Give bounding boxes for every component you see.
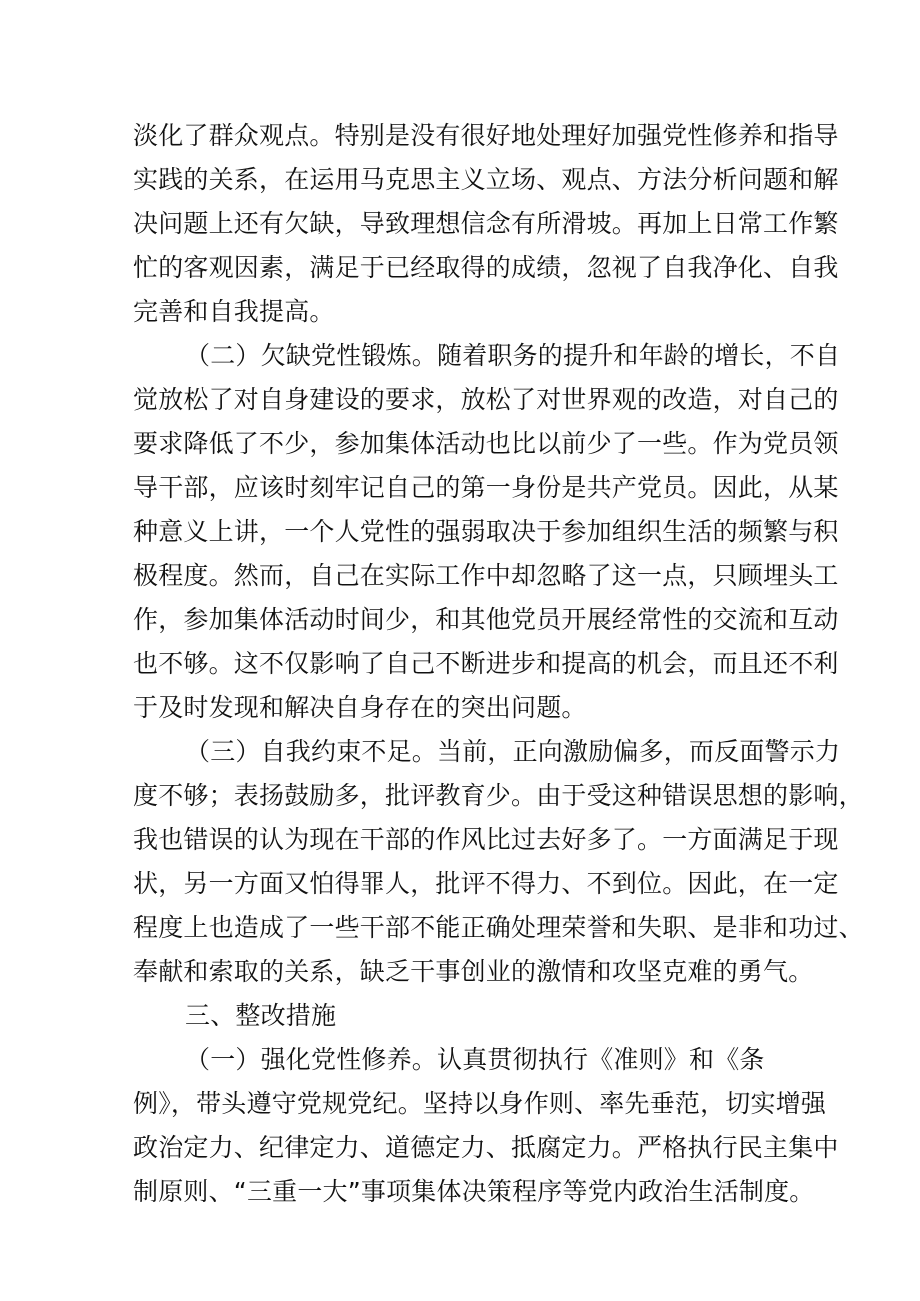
text-line: 觉放松了对自身建设的要求，放松了对世界观的改造，对自己的 bbox=[133, 385, 839, 414]
text-line: 极程度。然而，自己在实际工作中却忽略了这一点，只顾埋头工 bbox=[133, 561, 839, 590]
text-line: 忙的客观因素，满足于已经取得的成绩，忽视了自我净化、自我 bbox=[133, 253, 839, 282]
text-line: 程度上也造成了一些干部不能正确处理荣誉和失职、是非和功过、 bbox=[133, 913, 864, 942]
section-heading-3: （三）自我约束不足。当前，正向激励偏多，而反面警示力 bbox=[185, 737, 841, 766]
text-line: 政治定力、纪律定力、道德定力、抵腐定力。严格执行民主集中 bbox=[133, 1133, 839, 1162]
text-line: 于及时发现和解决自身存在的突出问题。 bbox=[133, 693, 587, 722]
section-heading-1: （一）强化党性修养。认真贯彻执行《准则》和《条 bbox=[185, 1045, 765, 1074]
text-line: 度不够；表扬鼓励多，批评教育少。由于受这种错误思想的影响， bbox=[133, 781, 864, 810]
document-body bbox=[133, 114, 864, 1214]
text-line: 导干部，应该时刻牢记自己的第一身份是共产党员。因此，从某 bbox=[133, 473, 839, 502]
text-line: 制原则、“三重一大”事项集体决策程序等党内政治生活制度。 bbox=[133, 1177, 815, 1206]
chapter-heading: 三、整改措施 bbox=[185, 1001, 337, 1030]
text-line: 淡化了群众观点。特别是没有很好地处理好加强党性修养和指导 bbox=[133, 121, 839, 150]
text-line: 决问题上还有欠缺，导致理想信念有所滑坡。再加上日常工作繁 bbox=[133, 209, 839, 238]
text-line: 作，参加集体活动时间少，和其他党员开展经常性的交流和互动 bbox=[133, 605, 839, 634]
text-line: 种意义上讲，一个人党性的强弱取决于参加组织生活的频繁与积 bbox=[133, 517, 839, 546]
section-heading-2: （二）欠缺党性锻炼。随着职务的提升和年龄的增长，不自 bbox=[185, 341, 841, 370]
text-line: 状，另一方面又怕得罪人，批评不得力、不到位。因此，在一定 bbox=[133, 869, 839, 898]
text-line: 实践的关系，在运用马克思主义立场、观点、方法分析问题和解 bbox=[133, 165, 839, 194]
text-line: 完善和自我提高。 bbox=[133, 297, 335, 326]
text-line: 例》，带头遵守党规党纪。坚持以身作则、率先垂范，切实增强 bbox=[133, 1089, 827, 1118]
text-line: 我也错误的认为现在干部的作风比过去好多了。一方面满足于现 bbox=[133, 825, 839, 854]
text-line: 要求降低了不少，参加集体活动也比以前少了一些。作为党员领 bbox=[133, 429, 839, 458]
text-line: 也不够。这不仅影响了自己不断进步和提高的机会，而且还不利 bbox=[133, 649, 839, 678]
text-line: 奉献和索取的关系，缺乏干事创业的激情和攻坚克难的勇气。 bbox=[133, 957, 814, 986]
